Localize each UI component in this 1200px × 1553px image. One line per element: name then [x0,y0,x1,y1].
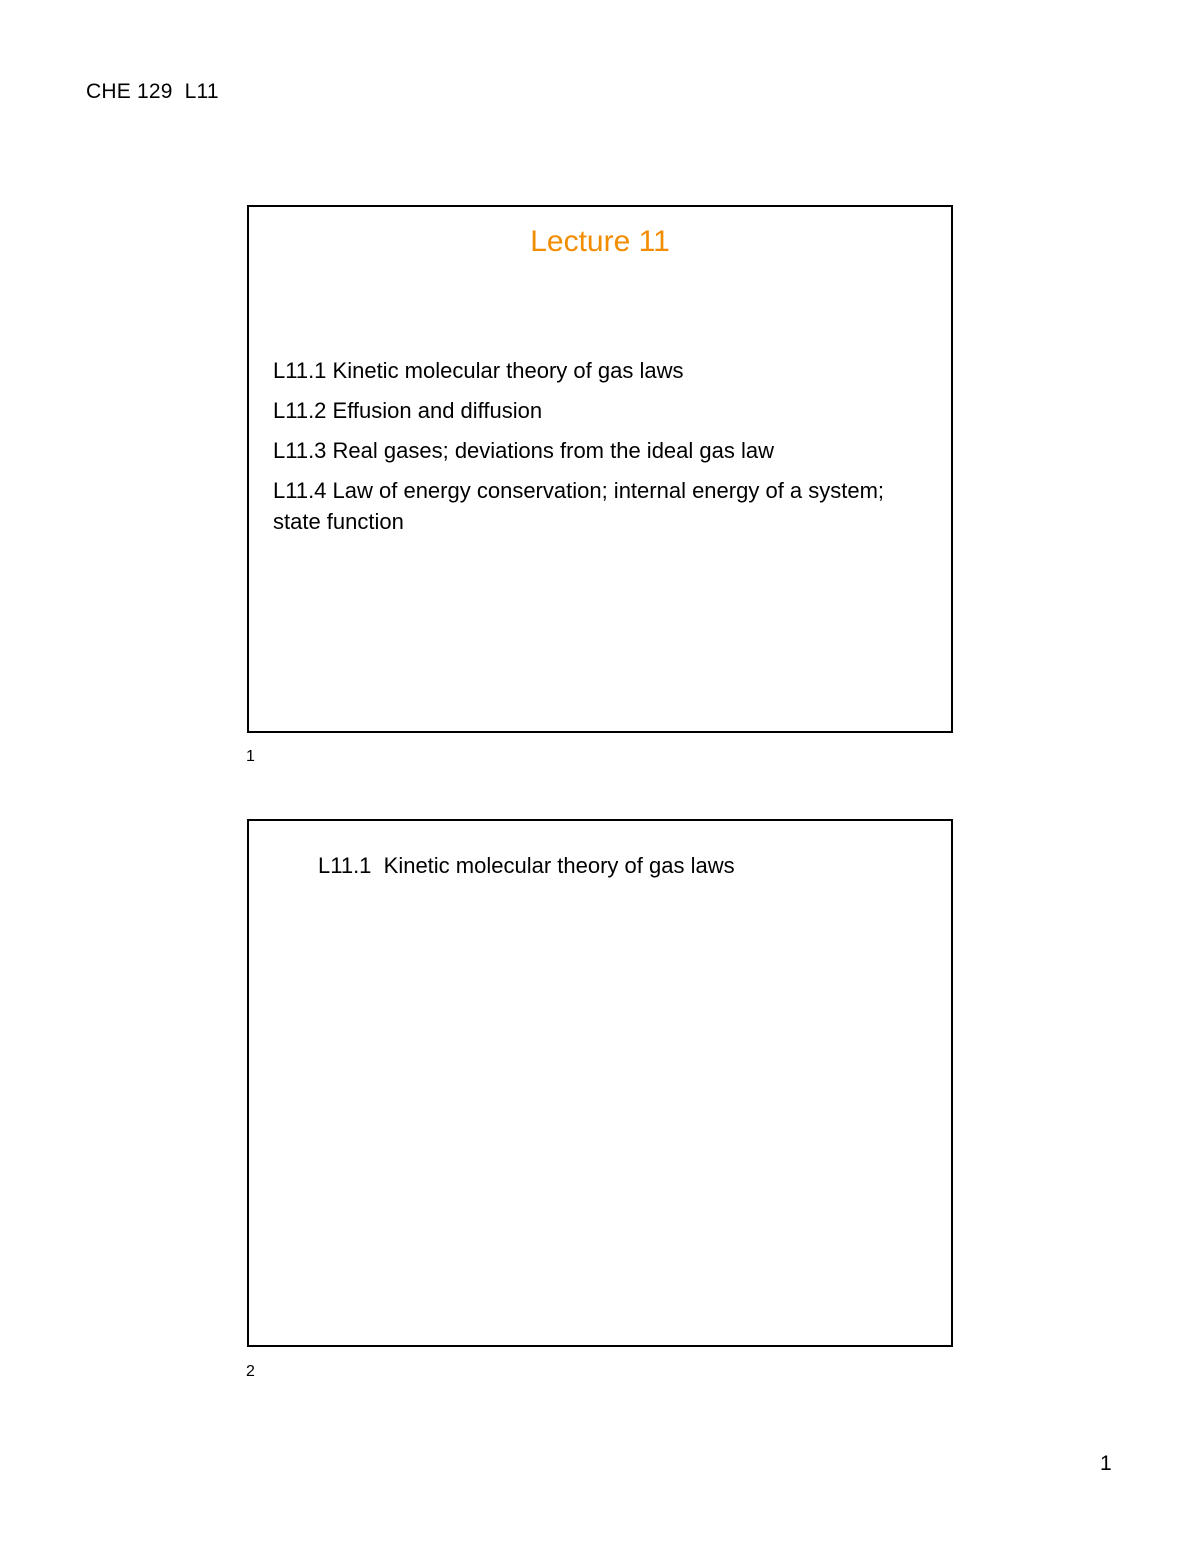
topic-item-2: L11.2 Effusion and diffusion [273,398,543,423]
slide-title: Lecture 11 [530,225,670,258]
slide-2 [247,819,953,1347]
course-header: CHE 129 L11 [86,80,219,103]
slide-1 [247,205,953,733]
slide-number-1: 1 [246,748,255,765]
page-number: 1 [1100,1452,1112,1475]
slide-heading: L11.1 Kinetic molecular theory of gas laws [318,853,735,878]
slide-number-2: 2 [246,1363,255,1380]
topic-list [273,355,913,546]
topic-item-1: L11.1 Kinetic molecular theory of gas laws [273,358,684,383]
topic-item-3: L11.3 Real gases; deviations from the ideal gas law [273,438,774,463]
topic-item-4: L11.4 Law of energy conservation; internal energy of a system; state function [273,478,885,534]
